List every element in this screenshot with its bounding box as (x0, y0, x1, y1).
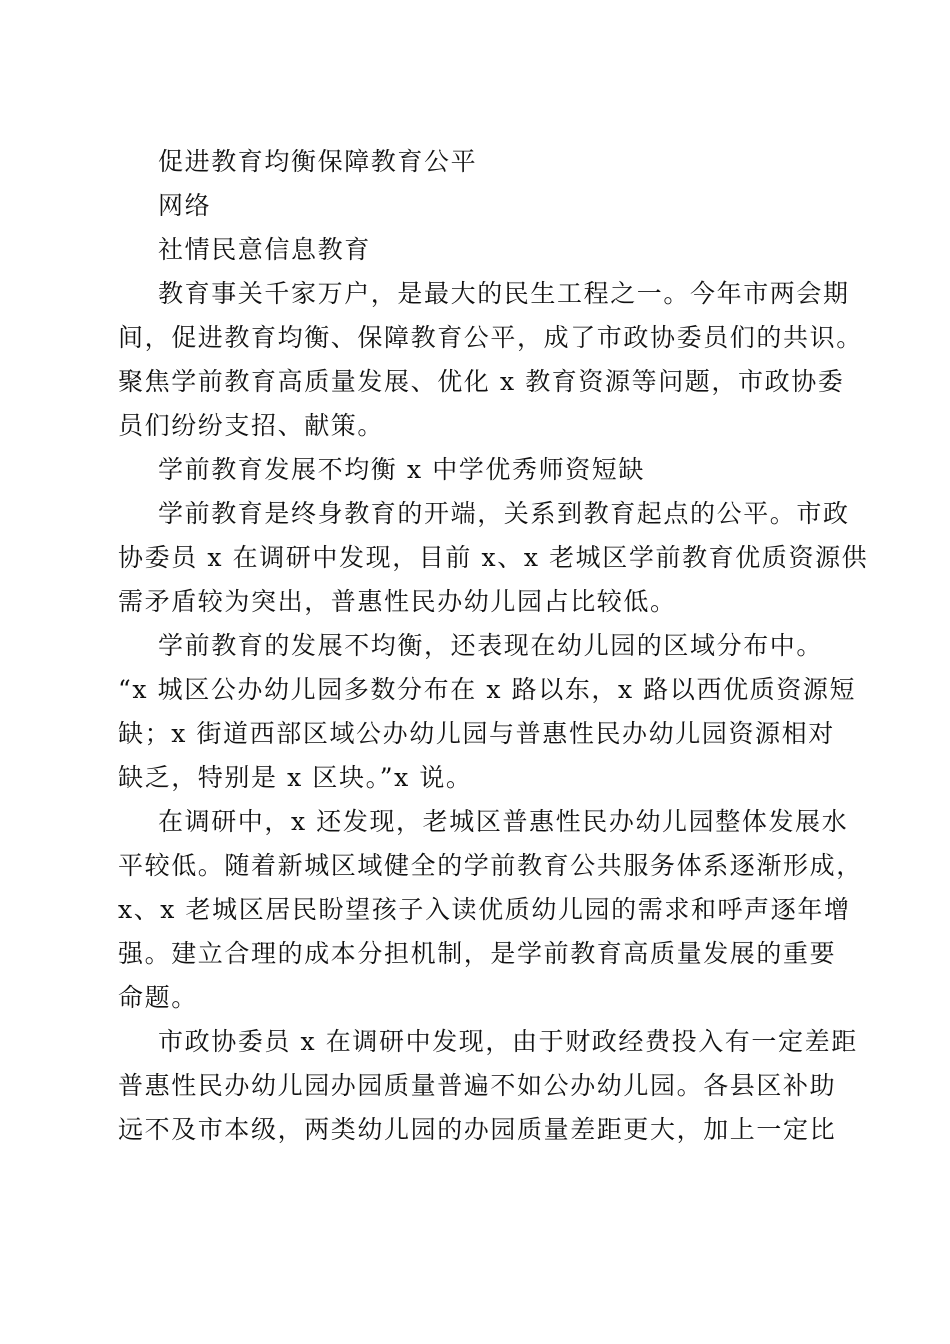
paragraph-line: 缺；x 街道西部区域公办幼儿园与普惠性民办幼儿园资源相对 (118, 719, 835, 748)
paragraph-line: 员们纷纷支招、献策。 (118, 411, 385, 440)
paragraph-line: 需矛盾较为突出，普惠性民办幼儿园占比较低。 (118, 587, 677, 616)
paragraph-line: 远不及市本级，两类幼儿园的办园质量差距更大，加上一定比 (118, 1115, 837, 1144)
paragraph-4 (118, 800, 863, 1020)
document-category: 社情民意信息教育 (158, 235, 371, 264)
paragraph-line: 间，促进教育均衡、保障教育公平，成了市政协委员们的共识。 (118, 323, 863, 352)
paragraph-line: x、x 老城区居民盼望孩子入读优质幼儿园的需求和呼声逐年增 (118, 895, 851, 924)
section-heading-text: 学前教育发展不均衡 x 中学优秀师资短缺 (158, 455, 645, 484)
paragraph-line: 平较低。随着新城区域健全的学前教育公共服务体系逐渐形成， (118, 851, 863, 880)
paragraph-1 (118, 272, 863, 448)
paragraph-line: 聚焦学前教育高质量发展、优化 x 教育资源等问题，市政协委 (118, 367, 845, 396)
paragraph-line: 命题。 (118, 983, 198, 1012)
paragraph-line: 在调研中，x 还发现，老城区普惠性民办幼儿园整体发展水 (158, 807, 849, 836)
section-heading (118, 448, 838, 492)
paragraph-line: 学前教育是终身教育的开端，关系到教育起点的公平。市政 (158, 499, 850, 528)
paragraph-line: 缺乏，特别是 x 区块。”x 说。 (118, 763, 473, 792)
paragraph-line: 市政协委员 x 在调研中发现，由于财政经费投入有一定差距 (158, 1027, 858, 1056)
paragraph-line: 教育事关千家万户，是最大的民生工程之一。今年市两会期 (158, 279, 850, 308)
paragraph-line: 普惠性民办幼儿园办园质量普遍不如公办幼儿园。各县区补助 (118, 1071, 837, 1100)
paragraph-line: 协委员 x 在调研中发现，目前 x、x 老城区学前教育优质资源供 (118, 543, 869, 572)
document-title: 促进教育均衡保障教育公平 (158, 147, 478, 176)
paragraph-2 (118, 492, 869, 624)
document-content (118, 140, 869, 1152)
paragraph-line: “x 城区公办幼儿园多数分布在 x 路以东，x 路以西优质资源短 (118, 675, 857, 704)
paragraph-5 (118, 1020, 858, 1152)
paragraph-line: 学前教育的发展不均衡，还表现在幼儿园的区域分布中。 (158, 631, 824, 660)
paragraph-3 (118, 624, 857, 800)
document-source: 网络 (158, 191, 212, 220)
paragraph-line: 强。建立合理的成本分担机制，是学前教育高质量发展的重要 (118, 939, 837, 968)
